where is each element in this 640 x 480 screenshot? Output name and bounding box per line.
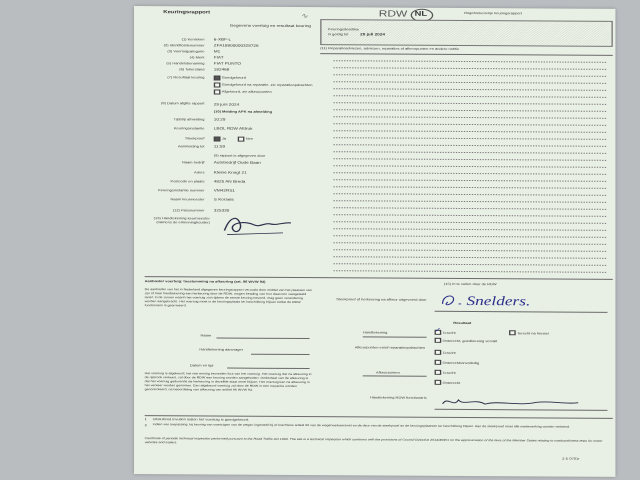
result-checkbox[interactable] <box>214 82 221 87</box>
approval-value: VM42RS1 <box>213 188 236 193</box>
agreement-paragraph: De aanbieder van het in Nederland afgegeven keuringsrapport verzoekt door middel van het plaatsen van zijn of haar handtekening een herkeuring door de RDW, mogen betaling van hun daarvoor vastgesteld tarief. In de zinnen waarin het voertuig zich tijdens de eerste keuring bevond, mag geen verandering worden aangebracht. Het voertuig moet in de keuringsplaats ter beschikking blijven totdat de RDW functionaris is gearriveerd. <box>144 288 312 307</box>
report-subtitle: Gegevens voertuig en resultaat keuring <box>229 23 312 29</box>
wave-logo-icon: ∿ <box>300 13 309 21</box>
footer-note-2-number: 2 <box>144 423 147 428</box>
field-label: (2) Identificatienummer <box>163 43 205 48</box>
footer-note-1-number: 1 <box>144 417 147 422</box>
field-value: ZFA18800000328726 <box>213 43 259 48</box>
apk-yes-label: Ja <box>221 136 226 141</box>
rdw-result-option: Onterecht/onvolledig <box>442 360 480 366</box>
rdw-result-checkbox[interactable] <box>435 360 442 365</box>
certificate-text: Certificate of periodic technical inspection performed pursuant to the Road Traffic Act 1994. The site is a technical inspection which conforms with the provisions of Council Directive 2014/45/EU on the approximation of the laws of the Member States relating to roadworthiness tests for motor vehicles and trailers. <box>144 437 603 445</box>
notification-label: (10) Melding APK na afmelding <box>213 109 273 114</box>
field-value: 182468 <box>213 67 230 72</box>
station-label: Keuringsinstantie <box>173 126 205 131</box>
name-label: Naam <box>200 333 212 338</box>
inspector-label: Naam keurmeester <box>170 197 205 202</box>
field-label: (4) Merk <box>189 55 205 60</box>
rdw-result-checkbox[interactable] <box>435 350 442 355</box>
footer-note-1: Uitsluitend invullen indien het voertuig is goedgekeurd. <box>152 417 250 422</box>
result-checkbox[interactable] <box>214 89 221 94</box>
apk-yes-checkbox[interactable] <box>214 136 221 141</box>
result-checkbox-checked[interactable] <box>214 75 221 80</box>
result-header: Resultaat <box>453 320 472 326</box>
approval-label: Keuringsinstantie nummer <box>158 188 205 193</box>
rdw-result-checkbox[interactable] <box>435 380 442 385</box>
field-value: 6-XBF-L <box>213 37 232 42</box>
postal-label: Postcode en plaats <box>170 179 205 184</box>
apk-no-label: Nee <box>245 136 254 141</box>
group-label: Handtekening <box>362 330 388 335</box>
svg-text:Snelders.: Snelders. <box>466 293 531 309</box>
rdw-result-option: Terecht <box>442 330 456 335</box>
rdw-brand: RDW <box>378 8 408 19</box>
check-mark-icon: ✓ <box>434 327 442 334</box>
inspector-value: S Korsels <box>213 197 234 202</box>
apk-label: Steekproef <box>185 136 205 141</box>
issued-by-label: (9) rapport is afgegeven door <box>213 153 266 158</box>
rdw-signature-label: Handtekening RDW functionaris <box>369 395 427 400</box>
field-label: (6) Tellerstand <box>179 67 205 72</box>
field-label: (5) Handelsbenaming <box>166 61 205 66</box>
result-option: Goedgekeurd na reparatie, zie reparatieopdrachten <box>221 82 313 88</box>
rdw-block-title: (15) In te vullen door de RDW <box>443 281 497 287</box>
rdw-result-option: Terecht na herstel <box>517 331 549 336</box>
country-code: NL <box>414 10 428 18</box>
datetime-label: Datum en tijd <box>189 363 214 368</box>
company-label: Naam bedrijf <box>181 160 205 165</box>
report-title: Keuringsrapport <box>163 9 211 15</box>
rdw-result-checkbox[interactable] <box>509 330 516 335</box>
time-value: 10:29 <box>213 117 226 122</box>
rdw-inspector-signature <box>437 292 594 311</box>
postal-value: 4825 AN Breda <box>213 179 246 184</box>
rdw-result-option: Onterecht, goedkeuring vervalt <box>442 338 498 344</box>
rdw-result-checkbox[interactable] <box>435 338 442 343</box>
time-label: Tijdstip afmelding <box>173 117 205 122</box>
applicant-signature-label: Handtekening aanvrager <box>199 347 244 352</box>
deadline-label: Keuringsdeadline <box>328 27 360 32</box>
company-value: Autobedrijf Oude Baan <box>213 160 261 165</box>
until-label: Aanmelding tot <box>177 144 205 149</box>
rdw-result-checkbox[interactable] <box>435 370 442 375</box>
field-value: FIAT PUNTO <box>213 61 241 66</box>
signature-label: (13) Handtekening keurmeester (namens de erkenninghouder) <box>153 216 210 225</box>
pass-label: (12) Passnummer <box>172 208 205 213</box>
form-code: 2 E 0701r <box>562 456 580 461</box>
pass-value: 325330 <box>213 208 230 213</box>
agreement-title: Aanbieder voertuig: toestemming na afkeuring (art. 96 WVW 94) <box>144 279 266 284</box>
date-value: 29 juni 2024 <box>213 102 240 107</box>
deadline-prefix: is geldig tot <box>328 32 349 37</box>
footer-note-2: Indien van toepassing: bij keuring van voertuigen van de wegen ingesteld bij of krachtens artikel 96 van de wegenverkeerswet en de deur van de steekproef en de keuringsplaatsen ter beschikking blijven. Aan de steekproef moet alle medewerking worden verleend. <box>152 423 571 429</box>
result-label: (7) Resultaat keuring <box>167 75 205 80</box>
findings-label: (11) Reparatieadviezen, adviezen, reparaties of afkeurpunten en andere notitie <box>320 46 460 51</box>
field-value: FIAT <box>213 55 224 60</box>
rdw-result-option: Terecht <box>442 370 456 375</box>
until-value: 11:59 <box>213 144 226 149</box>
result-option: Afgekeurd, zie afkeurpunten <box>221 89 272 94</box>
agreement-paragraph-2: Het voertuig is afgekeurd, het niet ernstig bevonden fout van het voertuig. Het voertuig dat na afkeuring in de rijstrook verkeert, zal door de RDW een keuring worden aangeboden. Onderdeel van de afkeuring is dat het voertuig gedurende de herkeuring in dezelfde staat moet blijven. Het voertuig kan na afkeuring in het verkeer worden genomen. Een afgekeurd voertuig zal door de RDW in een inspectie worden gecontroleerd, na beoordeling van afkeuring van artikel 96 WVW 94. <box>144 372 312 392</box>
apk-no-checkbox[interactable] <box>238 137 245 142</box>
group-label: Afkeurpunten <box>376 370 400 375</box>
address-value: Kleine Kroigt 21 <box>213 170 247 175</box>
group-label: Afkeurpunten en/of reparatieopdrachten <box>354 345 426 350</box>
steekproef-label: Steekproef of herkeuring na afkeur uitgevoerd door <box>336 297 427 302</box>
rdw-result-option: Onterecht <box>442 380 461 385</box>
inspection-report-sheet <box>134 6 615 477</box>
date-label: (8) Datum afgifte rapport <box>161 101 205 106</box>
right-title: Ongebrekenvrije keuringsrapport <box>463 10 522 16</box>
field-label: (3) Voertuigcategorie <box>167 49 205 54</box>
result-option: Goedgekeurd <box>221 75 246 80</box>
station-value: LBOL RDW Afdruk <box>213 126 253 131</box>
field-label: (1) Kenteken <box>181 37 205 42</box>
address-label: Adres <box>194 170 205 175</box>
field-value: M1 <box>213 49 221 54</box>
deadline-value: 28 juli 2024 <box>360 32 385 37</box>
rdw-result-option: Terecht <box>442 350 456 355</box>
